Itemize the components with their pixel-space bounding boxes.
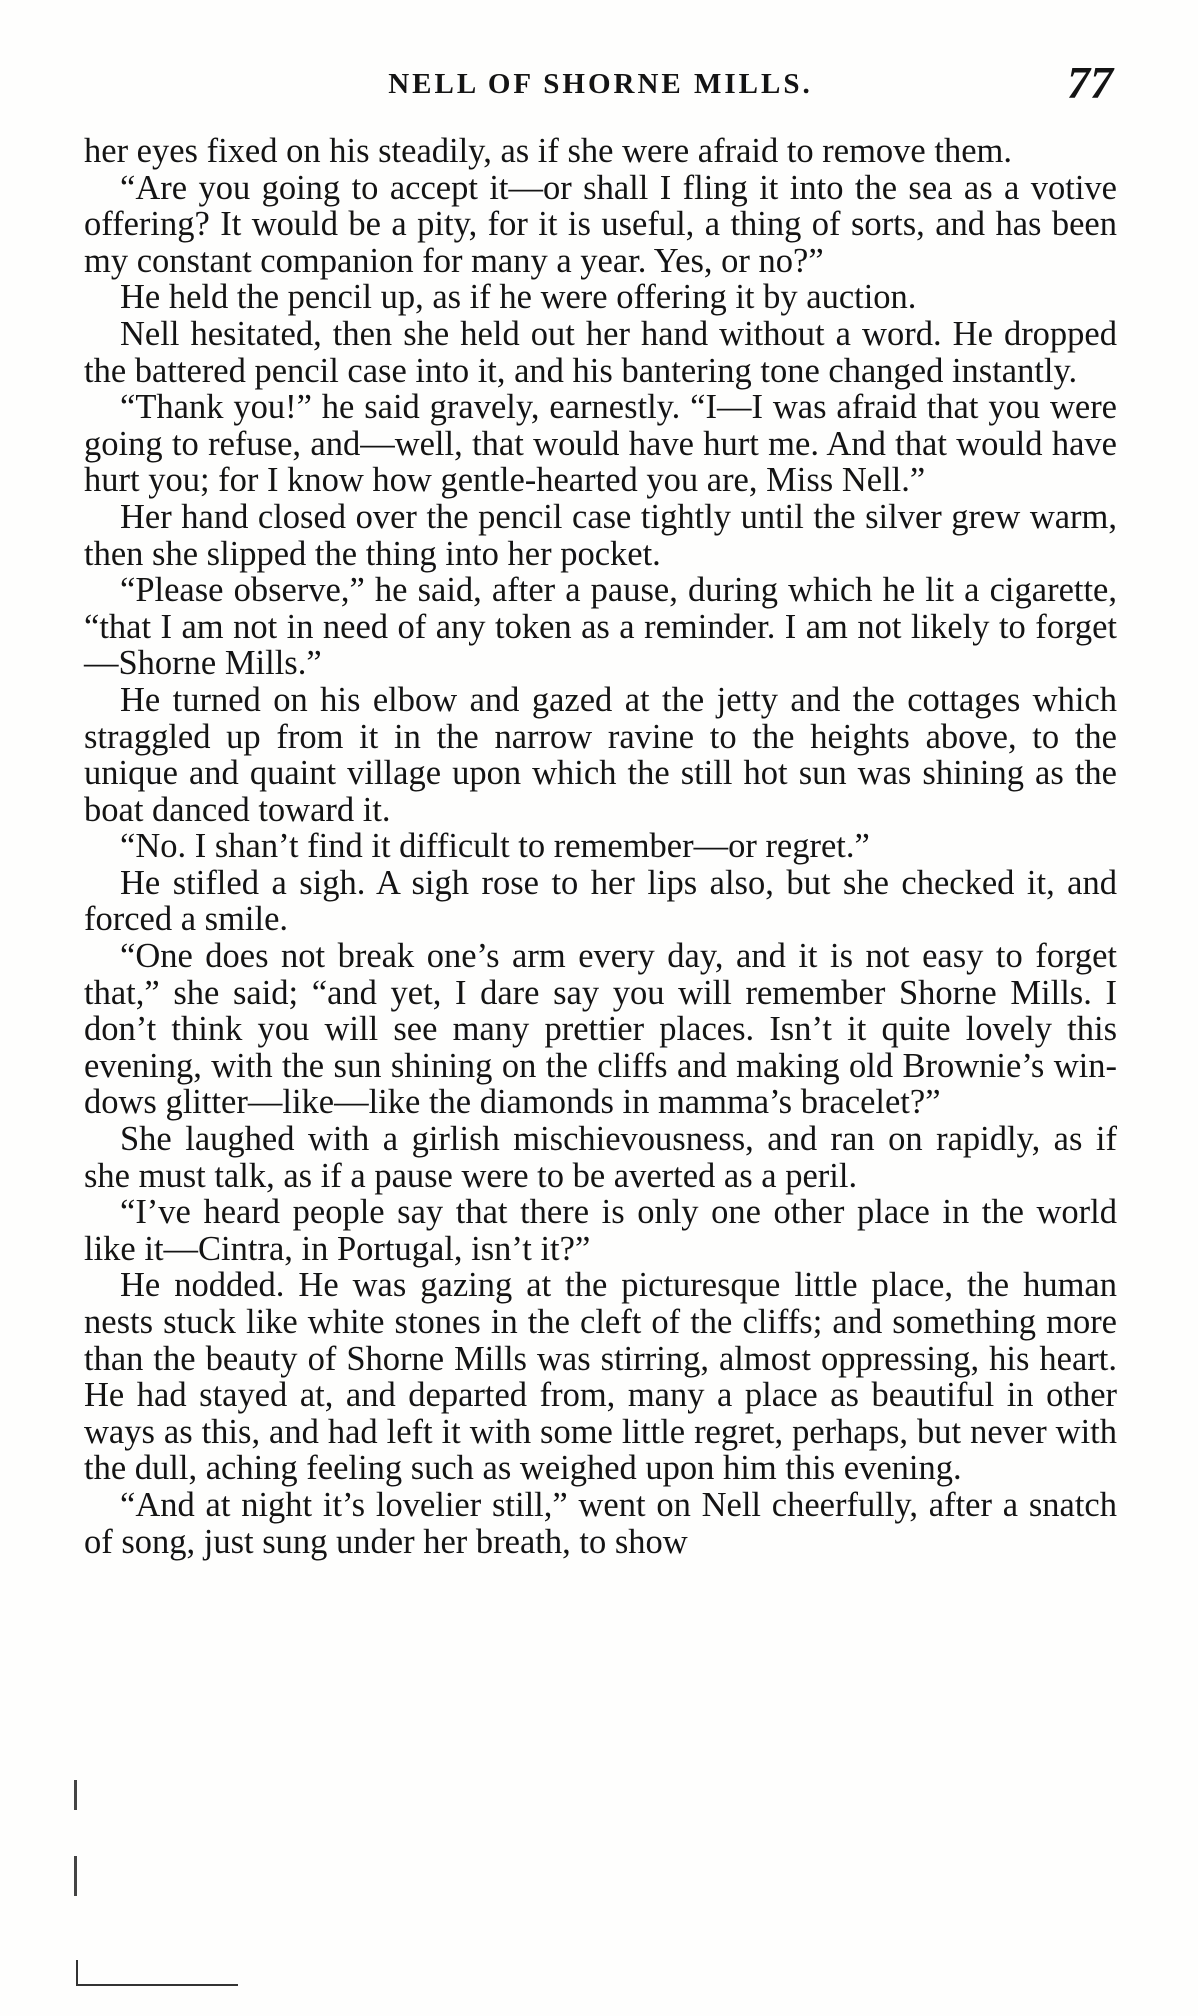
- paragraph: “And at night it’s lovelier still,” went on Nell cheerfully, after a snatch of song, just sung under her breath, to show: [84, 1485, 1117, 1561]
- paragraph: She laughed with a girlish mischievousness, and ran on rapidly, as if she must talk, as if a pause were to be averted as a peril.: [84, 1120, 1117, 1195]
- scan-corner-mark: [76, 1960, 238, 1986]
- paragraph: He turned on his elbow and gazed at the jetty and the cottages which straggled up from it in the narrow ravine to the heights above, to the unique and quaint village upon which the still hot sun was shining as the boat danced toward it.: [84, 680, 1117, 829]
- paragraph: her eyes fixed on his steadily, as if she were afraid to remove them.: [84, 132, 1012, 170]
- paragraph: “I’ve heard people say that there is only one other place in the world like it—Cintra, in Portugal, isn’t it?”: [84, 1193, 1117, 1268]
- paragraph: He nodded. He was gazing at the picturesque little place, the human nests stuck like white stones in the cleft of the cliffs; and something more than the beauty of Shorne Mills was stirring, almost oppressing, his heart. He had stayed at, and departed from, many a place as beautiful in other ways as this, and had left it with some little regret, perhaps, but never with the dull, aching feeling such as weighed upon him this evening.: [84, 1266, 1117, 1488]
- margin-mark: [74, 1780, 77, 1810]
- page-header: [84, 57, 1117, 116]
- body-text: [84, 133, 1117, 1560]
- paragraph: Her hand closed over the pencil case tightly until the silver grew warm, then she slipped the thing into her pocket.: [84, 497, 1117, 573]
- paragraph: “Are you going to accept it—or shall I fling it into the sea as a votive offering? It would be a pity, for it is useful, a thing of sorts, and has been my constant companion for many a year. Yes, or no?”: [84, 168, 1117, 280]
- page-number: 77: [1067, 57, 1113, 108]
- paragraph: “No. I shan’t find it difficult to remember—or regret.”: [120, 827, 870, 866]
- paragraph: He held the pencil up, as if he were offering it by auction.: [120, 278, 917, 317]
- margin-mark: [74, 1856, 77, 1896]
- paragraph: Nell hesitated, then she held out her hand without a word. He dropped the battered pencil case into it, and his bantering tone changed instantly.: [84, 314, 1117, 390]
- paragraph: He stifled a sigh. A sigh rose to her lips also, but she checked it, and forced a smile.: [84, 863, 1117, 939]
- paragraph: “Please observe,” he said, after a pause, during which he lit a cigarette, “that I am not in need of any token as a reminder. I am not likely to forget—Shorne Mills.”: [84, 571, 1117, 683]
- paragraph: “Thank you!” he said gravely, earnestly. “I—I was afraid that you were going to refuse, and—well, that would have hurt me. And that would have hurt you; for I know how gentle-hearted you are, Miss Nell.”: [84, 388, 1117, 500]
- paragraph: “One does not break one’s arm every day, and it is not easy to forget that,” she said; “and yet, I dare say you will remember Shorne Mills. I don’t think you will see many prettier places. Isn’t it quite lovely this evening, with the sun shining on the cliffs and making old Brownie’s windows glitter—like—like the diamonds in mamma’s bracelet?”: [84, 937, 1117, 1122]
- running-title: NELL OF SHORNE MILLS.: [388, 68, 813, 100]
